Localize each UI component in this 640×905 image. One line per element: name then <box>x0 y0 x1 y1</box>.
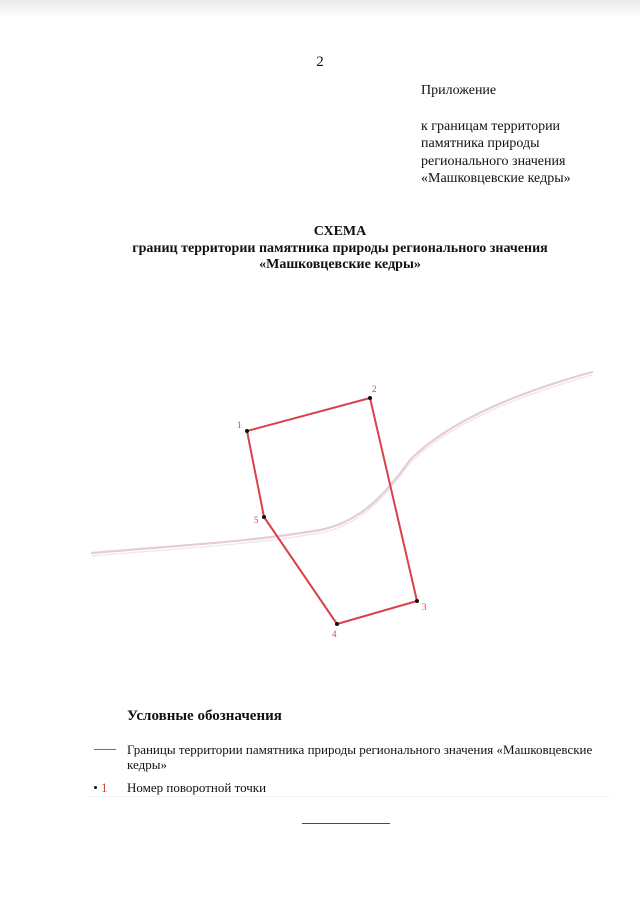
appendix-block <box>421 82 631 188</box>
turning-point-label: 3 <box>422 602 427 612</box>
territory-boundary <box>247 398 417 624</box>
document-title <box>40 224 640 274</box>
appendix-line: к границам территории <box>421 118 561 134</box>
turning-point-symbol <box>92 780 122 795</box>
boundary-line-symbol <box>92 742 122 757</box>
legend-title: Условные обозначения <box>127 708 282 724</box>
appendix-line: регионального значения <box>421 153 566 169</box>
appendix-line: памятника природы <box>421 136 540 151</box>
road-line-shadow <box>92 375 592 556</box>
legend-item-text: Номер поворотной точки <box>127 780 267 795</box>
page-number: 2 <box>316 54 324 70</box>
appendix-heading: Приложение <box>421 83 497 98</box>
road-line <box>92 372 592 553</box>
turning-point-label: 1 <box>237 420 242 430</box>
turning-point-label: 5 <box>254 515 259 525</box>
turning-point-number-sample: 1 <box>101 780 108 795</box>
footnote-rule <box>302 823 390 824</box>
turning-point-dot-icon <box>94 786 97 789</box>
turning-point-marker <box>245 429 249 433</box>
turning-point-marker <box>262 515 266 519</box>
legend-item-text: Границы территории памятника природы регионального значения «Машковцевские кедры» <box>127 742 593 772</box>
turning-point-marker <box>335 622 339 626</box>
scan-top-edge <box>0 0 640 18</box>
title-line-subject: границ территории памятника природы регионального значения <box>132 240 548 256</box>
title-line-scheme: СХЕМА <box>313 224 367 239</box>
appendix-lines <box>421 118 631 188</box>
turning-point-marker <box>368 396 372 400</box>
title-line-name: «Машковцевские кедры» <box>259 257 421 272</box>
appendix-line: «Машковцевские кедры» <box>421 171 571 186</box>
turning-point-label: 4 <box>332 629 337 639</box>
scan-divider <box>90 796 610 797</box>
turning-point-label: 2 <box>372 384 377 394</box>
boundary-line-swatch <box>94 749 116 750</box>
turning-point-marker <box>415 599 419 603</box>
